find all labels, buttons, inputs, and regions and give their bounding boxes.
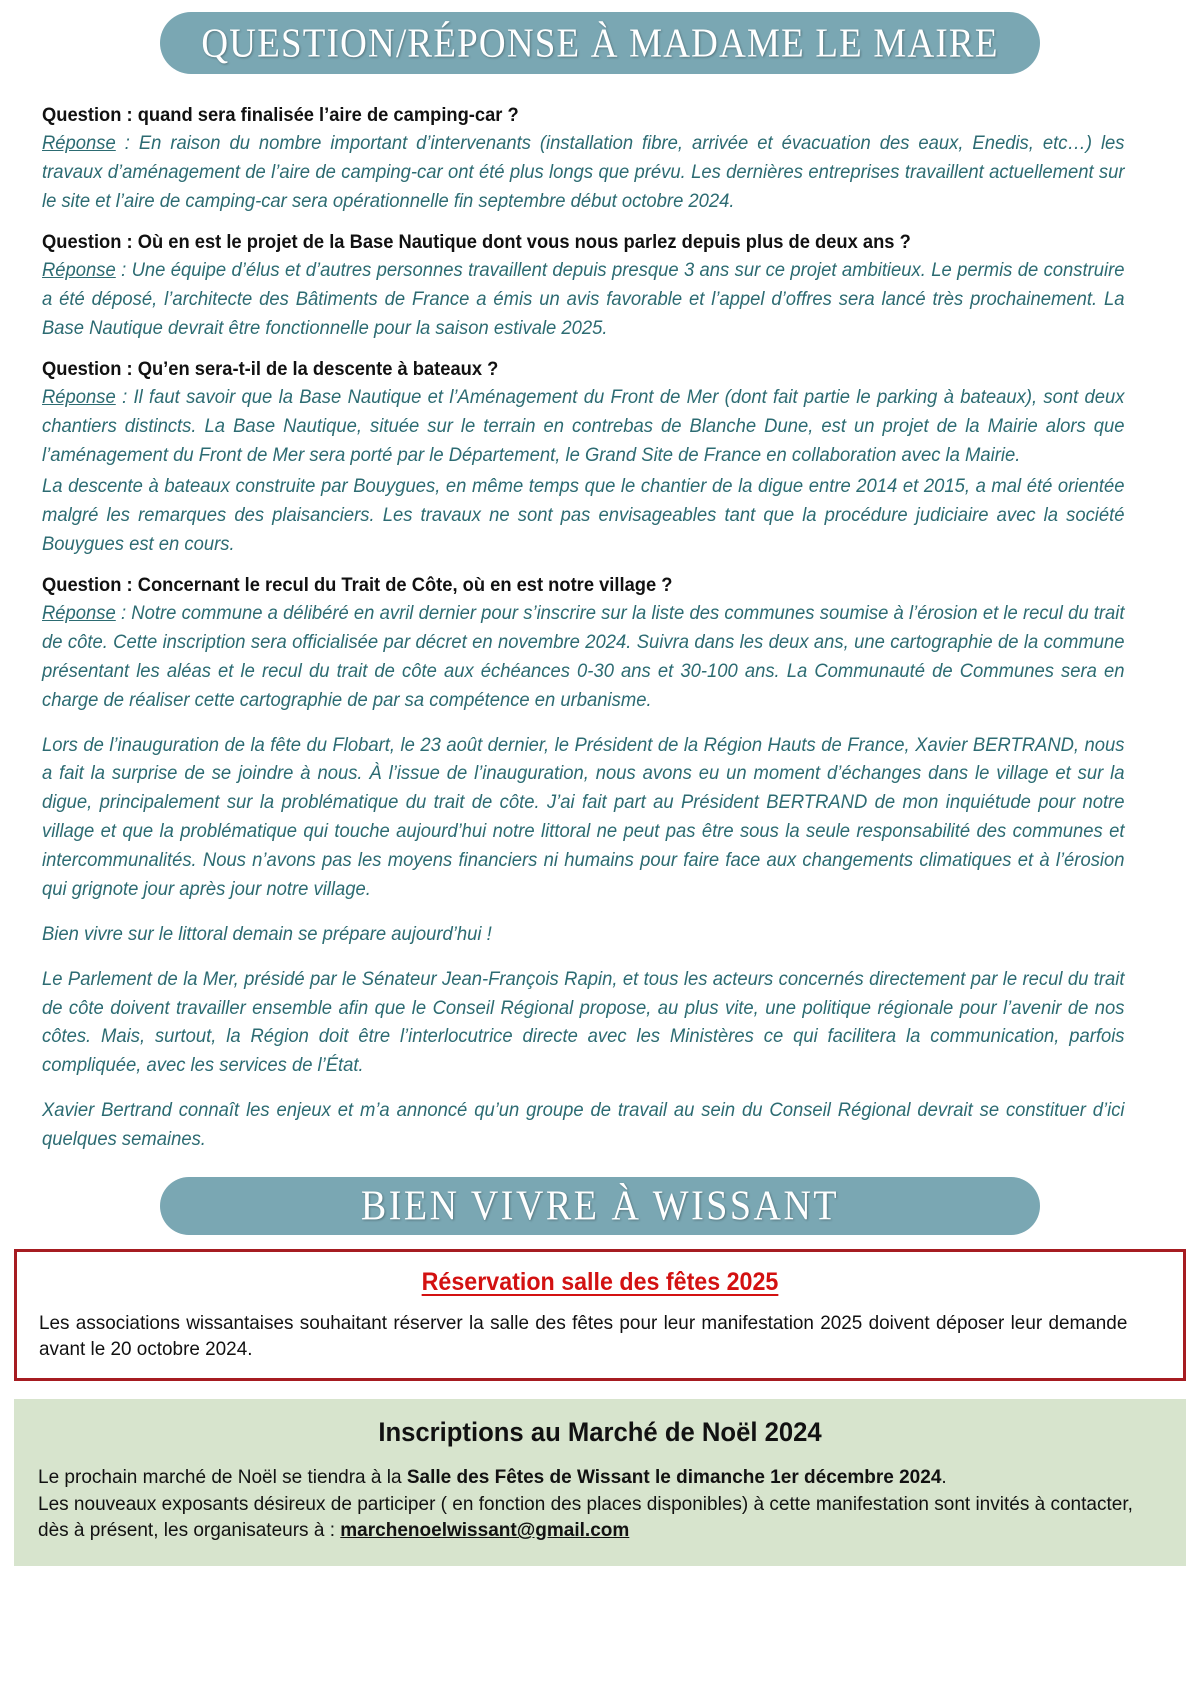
response-label-2: Réponse xyxy=(42,260,116,282)
reservation-salle-des-fetes-box xyxy=(14,1249,1186,1381)
answer-paragraph-4 xyxy=(42,600,1125,716)
answer-extra-paragraph-4-3: Le Parlement de la Mer, présidé par le Sénateur Jean-François Rapin, et tous les acteurs concernés directement par le recul du trait de côte doivent travailler ensemble afin que le Conseil Régional propose, au plus vite, une politique régionale pour l’avenir de nos côtes. Mais, surtout, la Région doit être l’interlocutrice directe avec les Ministères ce qui facilitera la communication, parfois compliquée, avec les services de l’État. xyxy=(42,968,1125,1077)
question-heading-4: Question : Concernant le recul du Trait de Côte, où en est notre village ? xyxy=(42,573,673,596)
answer-text-3: : Il faut savoir que la Base Nautique et l’Aménagement du Front de Mer (dont fait partie le parking à bateaux), sont deux chantiers distincts. La Base Nautique, située sur le terrain en contrebas de Blanche Dune, est un projet de la Mairie alors que l’aménagement du Front de Mer sera porté par le Département, le Grand Site de France en collaboration avec la Mairie. xyxy=(42,387,1125,467)
marche-de-noel-title: Inscriptions au Marché de Noël 2024 xyxy=(378,1417,822,1448)
response-label-1: Réponse xyxy=(42,133,116,155)
banner-bien-vivre xyxy=(160,1177,1040,1235)
answer-extra-paragraph-4-2: Bien vivre sur le littoral demain se prépare aujourd’hui ! xyxy=(42,923,492,945)
banner-question-reponse-title: QUESTION/RÉPONSE À MADAME LE MAIRE xyxy=(201,20,999,66)
reservation-title: Réservation salle des fêtes 2025 xyxy=(421,1267,779,1296)
response-label-3: Réponse xyxy=(42,387,116,409)
question-heading-1: Question : quand sera finalisée l’aire de camping-car ? xyxy=(42,104,519,126)
banner-question-reponse xyxy=(160,12,1040,74)
banner-bien-vivre-title: BIEN VIVRE À WISSANT xyxy=(360,1182,840,1230)
marche-de-noel-box xyxy=(14,1399,1186,1566)
response-label-4: Réponse xyxy=(42,603,116,624)
answer-paragraph-3 xyxy=(42,384,1125,471)
answer-extra-paragraph-4-1: Lors de l’inauguration de la fête du Flobart, le 23 août dernier, le Président de la Région Hauts de France, Xavier BERTRAND, nous a fait la surprise de se joindre à nous. À l’issue de l’inauguration, nous avons eu un moment d’échanges dans le village et sur la digue, principalement sur la problématique du trait de côte. J’ai fait part au Président BERTRAND de mon inquiétude pour notre village et que la problématique qui touche aujourd’hui notre littoral ne peut pas être sous la seule responsabilité des communes et intercommunalités. Nous n’avons pas les moyens financiers ni humains pour faire face aux changements climatiques et à l’érosion qui grignote jour après jour notre village. xyxy=(42,734,1125,900)
answer-text-2: : Une équipe d’élus et d’autres personnes travaillent depuis presque 3 ans sur ce projet ambitieux. Le permis de construire a été déposé, l’architecte des Bâtiments de France a émis un avis favorable et l’appel d’offres sera lancé très prochainement. La Base Nautique devrait être fonctionnelle pour la saison estivale 2025. xyxy=(42,260,1125,340)
answer-text-4: : Notre commune a délibéré en avril dernier pour s’inscrire sur la liste des communes soumise à l’érosion et le recul du trait de côte. Cette inscription sera officialisée par décret en novembre 2024. Suivra dans les deux ans, une cartographie de la commune présentant les aléas et le recul du trait de côte aux échéances 0-30 ans et 30-100 ans. La Communauté de Communes sera en charge de réaliser cette cartographie de par sa compétence en urbanisme. xyxy=(42,603,1125,711)
answer-extra-paragraph-3-1: La descente à bateaux construite par Bouygues, en même temps que le chantier de la digue entre 2014 et 2015, a mal été orientée malgré les remarques des plaisanciers. Les travaux ne sont pas envisageables tant que la procédure judiciaire avec la société Bouygues est en cours. xyxy=(42,476,1125,555)
question-heading-2: Question : Où en est le projet de la Base Nautique dont vous nous parlez depuis plus de deux ans ? xyxy=(42,231,911,253)
answer-paragraph-2 xyxy=(42,257,1125,344)
answer-extra-paragraph-4-4: Xavier Bertrand connaît les enjeux et m’a annoncé qu’un groupe de travail au sein du Conseil Régional devrait se constituer d’ici quelques semaines. xyxy=(42,1100,1125,1150)
answer-paragraph-1 xyxy=(42,130,1125,217)
marche-de-noel-body xyxy=(38,1464,1134,1544)
answer-text-1: : En raison du nombre important d’intervenants (installation fibre, arrivée et évacuation des eaux, Enedis, etc…) les travaux d’aménagement de l’aire de camping-car ont été plus longs que prévu. Les dernières entreprises travaillent actuellement sur le site et l’aire de camping-car sera opérationnelle fin septembre début octobre 2024. xyxy=(42,133,1125,213)
marche-line1-suffix: . xyxy=(941,1466,947,1489)
question-answer-section xyxy=(0,74,1200,1155)
question-heading-3: Question : Qu’en sera-t-il de la descente à bateaux ? xyxy=(42,358,499,380)
marche-line2: Les nouveaux exposants désireux de participer ( en fonction des places disponibles) à cette manifestation sont invités à contacter, dès à présent, les organisateurs à : xyxy=(38,1492,1133,1542)
reservation-body-text: Les associations wissantaises souhaitant réserver la salle des fêtes pour leur manifestation 2025 doivent déposer leur demande avant le 20 octobre 2024. xyxy=(39,1311,1128,1360)
marche-line1-bold: Salle des Fêtes de Wissant le dimanche 1er décembre 2024 xyxy=(406,1466,942,1489)
marche-line1-prefix: Le prochain marché de Noël se tiendra à la xyxy=(38,1466,407,1489)
marche-noel-email-link[interactable]: marchenoelwissant@gmail.com xyxy=(340,1519,630,1542)
